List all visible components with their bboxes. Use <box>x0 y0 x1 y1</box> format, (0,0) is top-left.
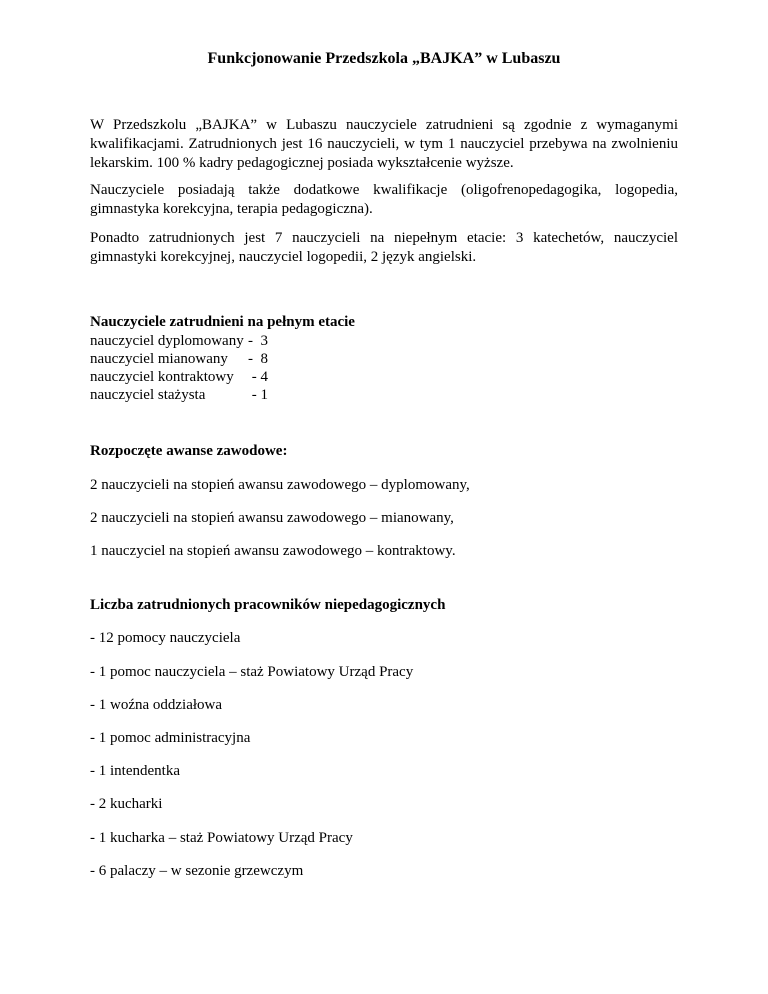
paragraph-intro: W Przedszkolu „BAJKA” w Lubaszu nauczyciele zatrudnieni są zgodnie z wymaganymi kwalifikacjami. Zatrudnionych jest 16 nauczycieli, w tym 1 nauczyciel przebywa na zwolnieniu lekarskim. 100 % kadry pedagogicznej posiada wykształcenie wyższe. <box>90 117 678 171</box>
list-item: - 1 kucharka – staż Powiatowy Urząd Pracy <box>90 830 353 846</box>
row-value: - 3 <box>248 333 268 349</box>
fulltime-heading: Nauczyciele zatrudnieni na pełnym etacie <box>90 314 355 330</box>
row-value: - 8 <box>248 351 268 367</box>
row-label: nauczyciel dyplomowany <box>90 333 244 349</box>
paragraph-qualifications: Nauczyciele posiadają także dodatkowe kwalifikacje (oligofrenopedagogika, logopedia, gimnastyka korekcyjna, terapia pedagogiczna). <box>90 182 678 217</box>
row-label: nauczyciel mianowany <box>90 351 228 367</box>
paragraph-parttime: Ponadto zatrudnionych jest 7 nauczycieli na niepełnym etacie: 3 katechetów, nauczyciel gimnastyki korekcyjnej, nauczyciel logopedii, 2 język angielski. <box>90 230 678 265</box>
list-item: - 2 kucharki <box>90 796 163 812</box>
table-row <box>90 350 390 369</box>
row-value: - 4 <box>248 369 268 385</box>
row-label: nauczyciel stażysta <box>90 387 206 403</box>
list-item: - 6 palaczy – w sezonie grzewczym <box>90 863 304 879</box>
table-row <box>90 368 390 387</box>
document-title: Funkcjonowanie Przedszkola „BAJKA” w Lubaszu <box>207 50 561 67</box>
row-value: - 1 <box>248 387 268 403</box>
list-item: - 1 pomoc nauczyciela – staż Powiatowy Urząd Pracy <box>90 664 414 680</box>
list-item: - 1 woźna oddziałowa <box>90 697 223 713</box>
table-row <box>90 332 390 351</box>
list-item: 1 nauczyciel na stopień awansu zawodowego – kontraktowy. <box>90 543 456 559</box>
list-item: 2 nauczycieli na stopień awansu zawodowego – dyplomowany, <box>90 477 470 493</box>
promotions-heading: Rozpoczęte awanse zawodowe: <box>90 443 288 459</box>
staff-heading: Liczba zatrudnionych pracowników niepedagogicznych <box>90 597 446 613</box>
list-item: - 12 pomocy nauczyciela <box>90 630 241 646</box>
table-row <box>90 386 390 405</box>
list-item: - 1 pomoc administracyjna <box>90 730 251 746</box>
row-label: nauczyciel kontraktowy <box>90 369 234 385</box>
list-item: - 1 intendentka <box>90 763 180 779</box>
list-item: 2 nauczycieli na stopień awansu zawodowego – mianowany, <box>90 510 454 526</box>
